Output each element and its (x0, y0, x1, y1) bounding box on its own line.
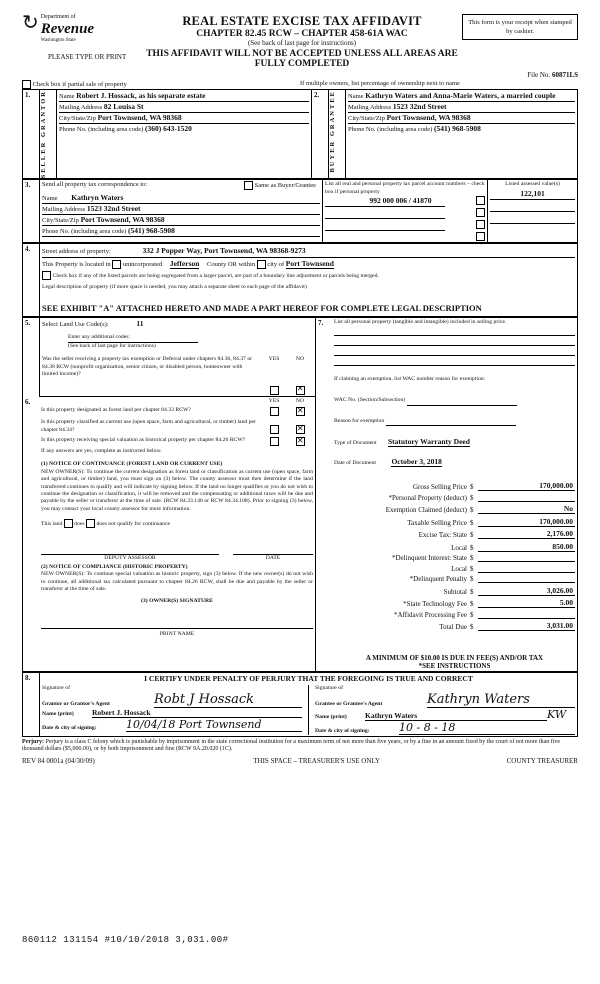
dor-logo (22, 14, 142, 61)
corr-name-label: Name (42, 195, 58, 203)
section7-number: 7. (318, 318, 324, 327)
money-row-tech-fee (334, 598, 575, 608)
doc-type-label: Type of Document (334, 440, 377, 447)
money-label-11: *Affidavit Processing Fee (394, 610, 467, 619)
seller-name-value: Robert J. Hossack, as his separate estate (76, 91, 206, 100)
doc-date-value: October 3, 2018 (391, 456, 442, 466)
section8-body (40, 672, 578, 736)
grantor-name-print-label: Name (print) (42, 710, 74, 717)
money-row-processing-fee (334, 611, 575, 619)
money-value-6 (478, 561, 575, 562)
dollar-sign-0: $ (470, 483, 474, 492)
parcel-header: List all real and personal property tax parcel account numbers – check box if personal property (325, 181, 485, 195)
notice-continuance-heading: (1) NOTICE OF CONTINUANCE (FOREST LAND OR CURRENT USE) (41, 461, 223, 468)
land-use-value: 11 (136, 318, 144, 328)
located-label: This Property is located in (42, 261, 111, 269)
grantor-date-label: Date & city of signing: (42, 724, 97, 731)
money-row-excise-local (334, 542, 575, 552)
section6-q1-yes-checkbox[interactable] (270, 407, 279, 416)
same-as-buyer-label: Same as Buyer/Grantee (254, 182, 316, 190)
doc-type-value: Statutory Warranty Deed (387, 437, 470, 447)
money-row-total (334, 621, 575, 631)
money-row-delinq-interest-state (334, 554, 575, 562)
segregated-row (42, 270, 575, 281)
grantee-name-print-label: Name (print) (315, 713, 347, 720)
money-value-3: 170,000.00 (478, 517, 575, 527)
money-row-personal (334, 494, 575, 502)
does-label: does (74, 521, 85, 528)
reason-label: Reason for exemption (334, 417, 385, 424)
county-or-label: County OR within (207, 261, 256, 269)
grantee-signature-block (308, 685, 575, 735)
section6-q3-no-checkbox[interactable] (296, 437, 305, 446)
form-header (22, 14, 578, 69)
section3-correspondence (40, 180, 323, 243)
perjury-text: Perjury is a class C felony which is punishable by imprisonment in the state correctional institution for a maximum term of not more than five years, or by a fine in an amount fixed by the court of not more than five thousand dollars ($5,000.00), or by both imprisonment and fine (RCW 9A.20.020 (1C). (22, 738, 561, 753)
reason-row (334, 418, 575, 426)
grantor-date-value: 10/04/18 Port Townsend (126, 718, 302, 732)
buyer-mailing-label: Mailing Address (348, 104, 392, 111)
legal-description-note: Legal description of property (if more space is needed, you may attach a separate sheet to each page of the affidavit) (42, 284, 307, 291)
buyer-citystatezip-label: City/State/Zip (348, 115, 385, 122)
assessed-values (488, 180, 578, 243)
print-name-label: PRINT NAME (159, 630, 195, 637)
land-does-not-qualify-checkbox[interactable] (86, 519, 95, 528)
rev-number: REV 84 0001a (04/30/09) (22, 756, 95, 765)
doc-date-row (334, 458, 575, 467)
section6-number: 6. (25, 397, 31, 406)
section6-q2-no-checkbox[interactable] (296, 425, 305, 434)
seller-name-label: Name (59, 93, 75, 100)
form-instructions-note: (See back of last page for instructions) (247, 39, 357, 47)
wac-label: WAC No. (Section/Subsection) (334, 397, 406, 404)
assessed-header: Listed assessed value(s) (505, 181, 560, 188)
money-value-0: 170,000.00 (478, 481, 575, 491)
section8-table (22, 672, 578, 737)
left-column (23, 317, 316, 671)
party-table (22, 89, 578, 179)
money-row-delinq-interest-local (334, 565, 575, 573)
grantee-sig-label2: Grantee or Grantee's Agent (315, 700, 383, 707)
dollar-sign-5: $ (470, 543, 474, 552)
please-type-or-print: PLEASE TYPE OR PRINT (48, 53, 127, 61)
money-value-8 (478, 582, 575, 583)
section5-table (23, 318, 315, 397)
seller-side-label: SELLER GRANTOR (40, 90, 47, 179)
dept-brand: Revenue (40, 21, 95, 37)
section7-table (316, 318, 577, 671)
perjury-label: Perjury: (22, 738, 44, 745)
street-address-label: Street address of property: (42, 248, 111, 256)
money-row-excise-state (334, 529, 575, 539)
assessed-value-1 (490, 200, 575, 210)
dollar-sign-2: $ (470, 506, 474, 515)
right-column (316, 317, 578, 671)
grantor-name-print: Robert J. Hossack (92, 708, 302, 718)
assessed-value-2 (490, 212, 575, 222)
section5-body (40, 318, 316, 397)
buyer-citystatezip-value: Port Townsend, WA 98368 (386, 113, 471, 122)
seller-mailing-label: Mailing Address (59, 104, 103, 111)
money-value-7 (478, 572, 575, 573)
dollar-sign-10: $ (470, 600, 474, 609)
money-label-12: Total Due (439, 623, 467, 632)
corr-citystatezip-label: City/State/Zip (42, 217, 79, 225)
section5-question1: Was the seller receiving a property tax exemption or Deferral under chapters 84.36, 84.37 or 84.38 RCW (nonprofit organization, senior citizen, or disabled person, homeowner with limited income)? (42, 356, 253, 378)
dollar-sign-4: $ (470, 531, 474, 540)
section8-number: 8. (23, 672, 40, 736)
buyer-name-value: Kathryn Waters and Anna-Marie Waters, a married couple (365, 91, 556, 100)
seller-mailing-value: 82 Louisa St (103, 102, 144, 111)
certify-statement: I CERTIFY UNDER PENALTY OF PERJURY THAT THE FOREGOING IS TRUE AND CORRECT (144, 673, 473, 683)
section4-body (40, 244, 578, 316)
parcel-personal-checkbox-3[interactable] (476, 232, 485, 241)
grantee-date-value: 10 - 8 - 18 (399, 721, 575, 735)
money-value-1 (478, 501, 575, 502)
money-label-10: *State Technology Fee (403, 600, 467, 609)
section4-number: 4. (23, 244, 40, 316)
this-land-label: This land (41, 521, 63, 528)
doc-date-label: Date of Document (334, 459, 377, 466)
money-value-10: 5.00 (478, 598, 575, 608)
file-number-value: 60871LS (551, 71, 578, 79)
section5-q1-yes-checkbox[interactable] (270, 386, 279, 395)
section5-q1-no-checkbox[interactable] (296, 386, 305, 395)
section5-number: 5. (23, 318, 40, 397)
money-row-taxable (334, 517, 575, 527)
buyer-phone-label: Phone No. (including area code) (348, 126, 433, 133)
money-label-9: Subtotal (443, 587, 467, 596)
dollar-sign-9: $ (470, 587, 474, 596)
doc-type-row (334, 438, 575, 447)
buyer-phone-value: (541) 968-5908 (434, 124, 481, 133)
wac-number-row (334, 397, 575, 405)
unincorporated-label: unincorporated (122, 261, 163, 269)
partial-sale-row (22, 80, 300, 89)
money-label-8: *Delinquent Penalty (409, 575, 467, 584)
land-does-qualify-checkbox[interactable] (64, 519, 73, 528)
segregated-note: Check box if any of the listed parcels are being segregated from a larger parcel, are part of a boundary line adjustment or parcels being merged. (52, 273, 379, 280)
partial-sale-checkbox[interactable] (22, 80, 31, 89)
money-row-delinq-penalty (334, 575, 575, 583)
notice-continuance-text: NEW OWNER(S): To continue the current designation as forest land or classification as current use (open space, farm and agricultural, or timber) land, you must sign on (3) below. The county assessor must then determine if the land transferred continues to qualify and will indicate by signing below. If the land no longer qualifies or you do not wish to continue the designation or classification, it will be removed and the compensating or additional taxes will be due and payable by the seller or transferor at the time of sale. (RCW 84.33.140 or RCW 84.34.108). Prior to signing (3) below, you may contact your local county assessor for more information. (41, 468, 313, 512)
section6-question3: Is this property receiving special valuation as historical property per chapter 84.26 RCW? (41, 437, 246, 444)
buyer-fields (346, 90, 578, 179)
section6-no-label: NO (295, 397, 305, 404)
grantee-sig-label1: Signature of (315, 684, 343, 691)
seller-section-number: 1. (23, 90, 40, 179)
seller-phone-value: (360) 643-1520 (145, 124, 192, 133)
personal-property-label: List all personal property (tangible and intangible) included in selling price. (334, 318, 507, 325)
money-label-0: Gross Selling Price (412, 483, 467, 492)
form-footer (22, 757, 578, 765)
section3-table (22, 179, 578, 243)
buyer-section-number: 2. (312, 90, 329, 179)
multiple-owners-note: If multiple owners, list percentage of ownership next to name (300, 80, 460, 87)
perjury-note (22, 739, 578, 754)
file-number-label: File No. (527, 71, 551, 79)
location-row (42, 258, 575, 270)
grantee-signature[interactable]: Kathryn Waters (427, 692, 575, 708)
dollar-sign-1: $ (470, 493, 474, 502)
minimum-due-note: A MINIMUM OF $10.00 IS DUE IN FEE(S) AND/OR TAX (365, 653, 544, 662)
section6-question-note: If any answers are yes, complete as instructed below. (41, 448, 162, 455)
excise-tax-affidavit-form (22, 14, 578, 765)
dept-line1: Department of (40, 14, 76, 20)
money-row-exemption (334, 504, 575, 514)
partial-sale-label: Check box if partial sale of property (32, 80, 127, 88)
seller-fields (57, 90, 312, 179)
section7-body (332, 318, 577, 671)
corr-mailing-label: Mailing Address (42, 206, 86, 214)
money-label-2: Exemption Claimed (deduct) (385, 506, 467, 515)
exemption-label: If claiming an exemption, list WAC number reason for exemption: (334, 376, 486, 383)
dor-swirl-icon: ↻ (22, 12, 39, 34)
section6-body (39, 397, 315, 650)
dollar-sign-11: $ (470, 610, 474, 619)
parcel-personal-checkbox-2[interactable] (476, 220, 485, 229)
money-value-2: No (478, 504, 575, 514)
section6-q1-no-checkbox[interactable] (296, 407, 305, 416)
money-value-11 (478, 618, 575, 619)
deputy-assessor-label: DEPUTY ASSESSOR (104, 554, 156, 561)
money-label-6: *Delinquent Interest: State (391, 554, 467, 563)
city-checkbox[interactable] (257, 260, 266, 269)
corr-mailing-value: 1523 32nd Street (86, 204, 141, 214)
exhibit-line: SEE EXHIBIT "A" ATTACHED HERETO AND MADE A PART HEREOF FOR COMPLETE LEGAL DESCRIPTION (42, 302, 482, 313)
parcel-value-0: 992 000 006 / 41870 (369, 196, 432, 206)
county-value: Jefferson (169, 259, 200, 269)
grantee-date-label: Date & city of signing: (315, 727, 370, 734)
dollar-sign-7: $ (470, 564, 474, 573)
grantor-signature[interactable]: Robt J Hossack (154, 692, 302, 708)
grantor-sig-label1: Signature of (42, 684, 70, 691)
money-value-5: 850.00 (478, 542, 575, 552)
section5-no-label: NO (295, 356, 305, 363)
corr-citystatezip-value: Port Townsend, WA 98368 (80, 215, 165, 225)
form-warning: THIS AFFIDAVIT WILL NOT BE ACCEPTED UNLESS ALL AREAS ARE FULLY COMPLETED (146, 49, 458, 69)
money-value-9: 3,026.00 (478, 586, 575, 596)
form-title-block (142, 14, 462, 69)
money-label-7: Local (451, 564, 467, 573)
dept-line2: Washington State (40, 38, 76, 43)
notice-compliance-text: NEW OWNER(S): To continue special valuation as historic property, sign (3) below. If the new owner(s) do not wish to continue, all additional tax calculated pursuant to chapter 84.26 RCW, shall be due and payable by the seller or transferor at the time of sale. (41, 571, 313, 593)
city-of-label: city of (267, 261, 285, 269)
does-not-label: does not qualify for continuance (96, 521, 171, 528)
city-value: Port Townsend (285, 259, 334, 269)
seller-citystatezip-value: Port Townsend, WA 98368 (97, 113, 182, 122)
corr-name-value: Kathryn Waters (71, 193, 124, 203)
money-label-4: Excise Tax: State (418, 531, 467, 540)
grantor-signature-block (42, 685, 308, 735)
section6-q3-yes-checkbox[interactable] (270, 437, 279, 446)
seller-citystatezip-label: City/State/Zip (59, 115, 96, 122)
same-as-buyer-checkbox[interactable] (244, 181, 253, 190)
money-row-gross (334, 481, 575, 491)
grantee-initials: KW (547, 707, 567, 721)
assessed-value-0: 122,101 (520, 188, 545, 198)
form-chapter: CHAPTER 82.45 RCW – CHAPTER 458-61A WAC (196, 29, 408, 39)
assessor-date-label: DATE (265, 554, 281, 561)
parcel-list (323, 180, 488, 243)
assessed-value-3 (490, 224, 575, 234)
section6-table (23, 397, 315, 650)
top-checkbox-row (22, 80, 578, 89)
buyer-mailing-value: 1523 32nd Street (392, 102, 447, 111)
land-use-label: Select Land Use Code(s): (42, 320, 109, 328)
dollar-sign-6: $ (470, 554, 474, 563)
segregated-checkbox[interactable] (42, 271, 51, 280)
buyer-name-label: Name (348, 93, 364, 100)
section567-table (22, 317, 578, 672)
addl-codes-label: Enter any additional codes: (68, 333, 131, 340)
grantor-sig-label2: Grantor or Grantor's Agent (42, 700, 110, 707)
owner-signature-heading: (3) OWNER(S) SIGNATURE (141, 597, 213, 604)
section4-table (22, 243, 578, 316)
money-row-subtotal (334, 586, 575, 596)
section5-yes-label: YES (268, 356, 280, 363)
section6-q2-yes-checkbox[interactable] (270, 425, 279, 434)
corr-phone-label: Phone No. (including area code) (42, 228, 127, 236)
county-treasurer-label: COUNTY TREASURER (506, 756, 578, 765)
treasurer-use-label: THIS SPACE – TREASURER'S USE ONLY (253, 756, 381, 765)
grantee-name-print: Kathryn Waters (365, 711, 547, 721)
dollar-sign-12: $ (470, 623, 474, 632)
treasurer-stamp: 860112 131154 #10/10/2018 3,031.00# (22, 935, 229, 945)
dollar-sign-8: $ (470, 575, 474, 584)
section3-number: 3. (23, 180, 40, 243)
file-number-row (22, 71, 578, 79)
dollar-sign-3: $ (470, 518, 474, 527)
parcel-personal-checkbox-1[interactable] (476, 208, 485, 217)
money-value-12: 3,031.00 (478, 621, 575, 631)
receipt-note: This form is your receipt when stamped by cashier. (462, 14, 578, 40)
money-value-4: 2,176.00 (478, 529, 575, 539)
section6-question2: Is this property classified as current use (open space, farm and agricultural, or timber) land per chapter 84.34? (41, 419, 256, 433)
section6-question1: Is this property designated as forest land per chapter 84.33 RCW? (41, 407, 191, 414)
street-address-value: 332 J Popper Way, Port Townsend, WA 98368-9273 (142, 246, 306, 256)
parcel-personal-checkbox-0[interactable] (476, 196, 485, 205)
money-label-5: Local (451, 543, 467, 552)
unincorporated-checkbox[interactable] (112, 260, 121, 269)
see-instructions-note: *SEE INSTRUCTIONS (418, 661, 491, 670)
section3-corr-label: Send all property tax correspondence to: (42, 181, 148, 189)
corr-phone-value: (541) 968-5908 (128, 226, 175, 236)
buyer-side-label: BUYER GRANTEE (329, 90, 336, 173)
form-title: REAL ESTATE EXCISE TAX AFFIDAVIT (182, 14, 422, 28)
money-label-1: *Personal Property (deduct) (388, 493, 467, 502)
notice-compliance-heading: (2) NOTICE OF COMPLIANCE (HISTORIC PROPERTY) (41, 563, 188, 570)
section6-yes-label: YES (268, 397, 280, 404)
money-label-3: Taxable Selling Price (407, 518, 467, 527)
addl-codes-note: (See back of last page for instructions) (68, 343, 156, 350)
seller-phone-label: Phone No. (including area code) (59, 126, 144, 133)
